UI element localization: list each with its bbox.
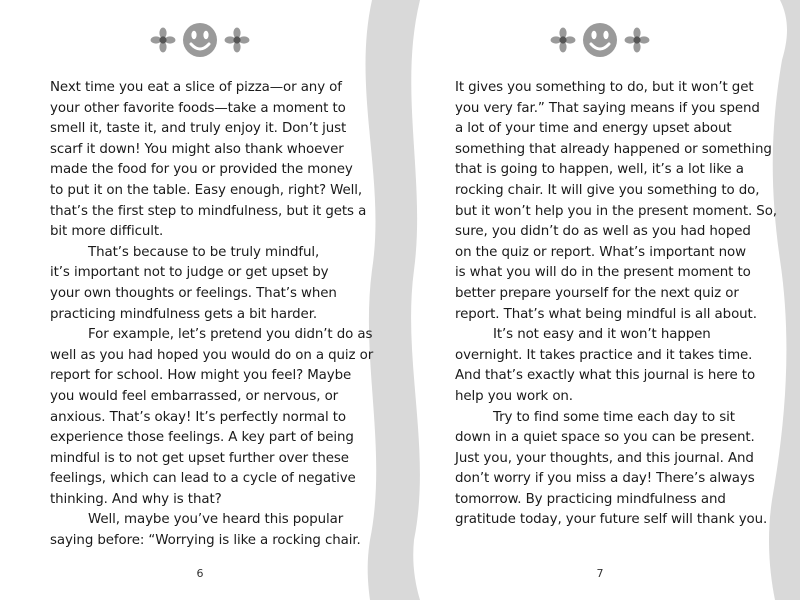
text-line: your own thoughts or feelings. That’s when [50,285,337,301]
text-line: that is going to happen, well, it’s a lot like a [455,162,744,178]
page-number: 7 [596,567,604,580]
text-line: tomorrow. By practicing mindfulness and [455,491,726,507]
text-line: your other favorite foods—take a moment to [50,100,346,116]
text-line: thinking. And why is that? [50,491,222,507]
left-page-body-text [50,78,374,552]
text-line: It’s not easy and it won’t happen [493,327,711,343]
text-line: that’s the first step to mindfulness, but it gets a [50,203,367,219]
page-ornament [545,20,655,60]
text-line: a lot of your time and energy upset about [455,121,732,137]
text-line: gratitude today, your future self will thank you. [455,512,768,528]
text-line: it’s important not to judge or get upset by [50,265,329,281]
text-line: anxious. That’s okay! It’s perfectly normal to [50,409,347,425]
text-line: rocking chair. It will give you something to do, [455,182,760,198]
text-line: to put it on the table. Easy enough, right? Well, [50,182,363,198]
text-line: scarf it down! You might also thank whoever [50,141,344,157]
text-line: Try to find some time each day to sit [493,409,735,425]
text-line: experience those feelings. A key part of being [50,430,354,446]
text-line: Next time you eat a slice of pizza—or any of [50,80,342,95]
text-line: help you work on. [455,388,573,404]
page-ornament [145,20,255,60]
text-line: you very far.” That saying means if you spend [455,100,760,116]
flower-icon [151,28,176,53]
text-line: overnight. It takes practice and it takes time. [455,347,753,363]
text-line: report for school. How might you feel? Maybe [50,368,352,384]
text-line: Just you, your thoughts, and this journal. And [455,450,754,466]
flower-icon [625,28,650,53]
text-line: That’s because to be truly mindful, [88,244,320,260]
text-line: mindful is to not get upset further over these [50,450,349,466]
text-line: better prepare yourself for the next quiz or [455,285,739,301]
text-line: report. That’s what being mindful is all about. [455,306,757,322]
right-page [400,0,800,600]
text-line: It gives you something to do, but it won’t get [455,80,754,95]
text-line: bit more difficult. [50,224,164,240]
text-line: something that already happened or something [455,141,772,157]
smiley-face-icon [183,23,217,57]
text-line: well as you had hoped you would do on a quiz or [50,347,374,363]
page-number: 6 [196,567,204,580]
text-line: down in a quiet space so you can be present. [455,430,755,446]
text-line: on the quiz or report. What’s important now [455,244,746,260]
text-line: saying before: “Worrying is like a rocking chair. [50,533,361,549]
right-page-body-text [455,78,777,531]
text-line: Well, maybe you’ve heard this popular [88,512,344,528]
text-line: And that’s exactly what this journal is here to [455,368,756,384]
flower-icon [551,28,576,53]
text-line: is what you will do in the present moment to [455,265,751,281]
text-line: but it won’t help you in the present moment. So, [455,203,777,219]
text-line: smell it, taste it, and truly enjoy it. Don’t just [50,121,347,137]
text-line: sure, you didn’t do as well as you had hoped [455,224,751,240]
flower-icon [225,28,250,53]
text-line: you would feel embarrassed, or nervous, or [50,388,339,404]
text-line: feelings, which can lead to a cycle of negative [50,471,356,487]
text-line: don’t worry if you miss a day! There’s always [455,471,755,487]
text-line: practicing mindfulness gets a bit harder. [50,306,318,322]
text-line: For example, let’s pretend you didn’t do as [88,327,373,343]
text-line: made the food for you or provided the money [50,162,353,178]
smiley-face-icon [583,23,617,57]
